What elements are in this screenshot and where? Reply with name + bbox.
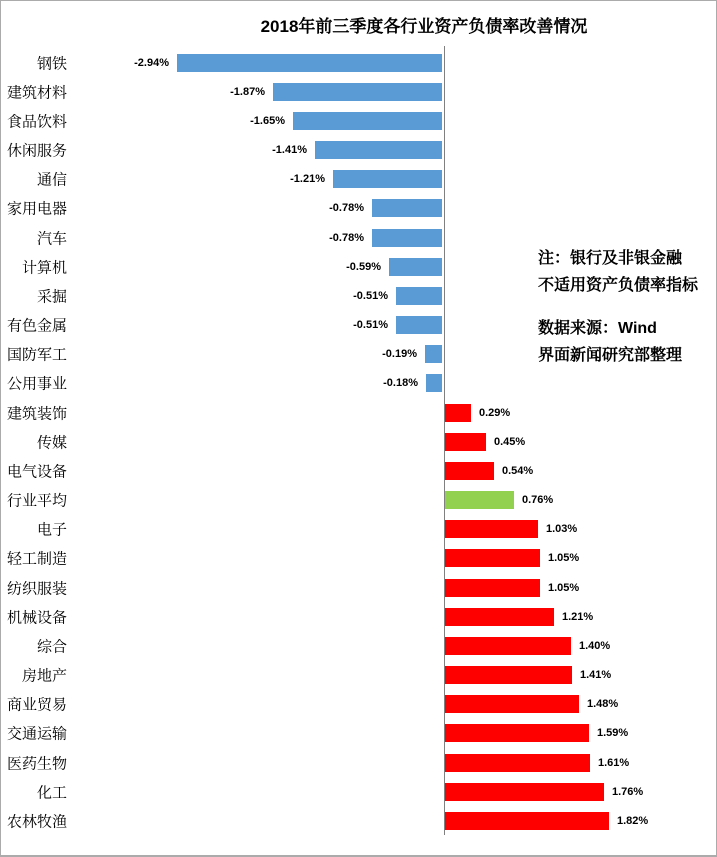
category-label: 计算机 [21, 259, 67, 277]
chart-row [1, 748, 716, 777]
value-label: -1.21% [290, 173, 325, 186]
chart-row [1, 690, 716, 719]
category-label: 休闲服务 [6, 142, 67, 160]
bar [445, 491, 514, 509]
chart-title: 2018年前三季度各行业资产负债率改善情况 [260, 17, 588, 36]
chart-row [1, 486, 716, 515]
category-label: 医药生物 [6, 755, 67, 773]
category-label: 汽车 [36, 230, 67, 248]
note-line-1: 注：银行及非银金融 [538, 250, 683, 267]
value-label: 0.76% [522, 494, 554, 507]
bar [445, 462, 494, 480]
category-label: 交通运输 [6, 725, 67, 743]
value-label: 1.61% [598, 756, 630, 769]
value-label: -0.78% [329, 231, 364, 244]
category-label: 轻工制造 [6, 550, 67, 568]
bar [273, 83, 442, 101]
category-label: 商业贸易 [6, 696, 67, 714]
bar [396, 287, 442, 305]
value-label: -0.19% [382, 348, 417, 361]
chart-row [1, 77, 716, 106]
category-label: 化工 [36, 784, 67, 802]
category-label: 建筑材料 [6, 84, 67, 102]
annotation-block [538, 245, 698, 369]
bar [389, 258, 442, 276]
value-label: -1.87% [230, 85, 265, 98]
category-label: 房地产 [21, 667, 67, 685]
bar [445, 637, 571, 655]
value-label: -0.51% [353, 289, 388, 302]
bar [445, 695, 579, 713]
chart-row [1, 515, 716, 544]
chart-row [1, 777, 716, 806]
value-label: 1.05% [548, 552, 580, 565]
category-label: 钢铁 [36, 55, 67, 73]
value-label: 1.82% [617, 814, 649, 827]
value-label: 0.29% [479, 406, 511, 419]
source-text [538, 315, 698, 369]
bar [372, 199, 442, 217]
chart-row [1, 194, 716, 223]
value-label: -0.59% [346, 260, 381, 273]
value-label: -0.51% [353, 319, 388, 332]
value-label: 1.48% [587, 698, 619, 711]
category-label: 电气设备 [6, 463, 67, 481]
value-label: 0.45% [494, 435, 526, 448]
category-label: 食品饮料 [6, 113, 67, 131]
category-label: 国防军工 [6, 346, 67, 364]
bar [445, 520, 538, 538]
value-label: -1.41% [272, 144, 307, 157]
category-label: 家用电器 [6, 200, 67, 218]
chart-row [1, 106, 716, 135]
source-line-1: 数据来源：Wind [538, 320, 657, 337]
value-label: 1.59% [597, 727, 629, 740]
note-text [538, 245, 698, 299]
chart-row [1, 602, 716, 631]
bar [445, 666, 572, 684]
category-label: 建筑装饰 [6, 405, 67, 423]
chart-row [1, 136, 716, 165]
category-label: 纺织服装 [6, 580, 67, 598]
source-line-2: 界面新闻研究部整理 [538, 347, 683, 364]
chart-row [1, 369, 716, 398]
chart-row [1, 631, 716, 660]
chart-row [1, 165, 716, 194]
category-label: 通信 [36, 171, 67, 189]
value-label: 1.41% [580, 669, 612, 682]
chart-row [1, 661, 716, 690]
chart-row [1, 806, 716, 835]
value-label: -0.78% [329, 202, 364, 215]
chart-row [1, 48, 716, 77]
bar [177, 54, 442, 72]
bar [445, 608, 554, 626]
bar [445, 433, 486, 451]
value-label: 1.76% [612, 785, 644, 798]
value-label: 1.40% [579, 639, 611, 652]
bar [445, 783, 604, 801]
value-label: 0.54% [502, 464, 534, 477]
bar [293, 112, 442, 130]
category-label: 采掘 [36, 288, 67, 306]
value-label: -0.18% [383, 377, 418, 390]
bar [333, 170, 442, 188]
note-line-2: 不适用资产负债率指标 [538, 277, 699, 294]
value-label: -2.94% [134, 56, 169, 69]
bar [445, 579, 540, 597]
bar [445, 754, 590, 772]
category-label: 有色金属 [6, 317, 67, 335]
bar [315, 141, 442, 159]
chart-row [1, 544, 716, 573]
bar [372, 229, 442, 247]
value-label: 1.03% [546, 523, 578, 536]
bar [445, 404, 471, 422]
bar [396, 316, 442, 334]
bar [425, 345, 442, 363]
category-label: 公用事业 [6, 375, 67, 393]
value-label: -1.65% [250, 114, 285, 127]
category-label: 电子 [36, 521, 67, 539]
chart-row [1, 719, 716, 748]
category-label: 机械设备 [6, 609, 67, 627]
category-label: 农林牧渔 [6, 813, 67, 831]
chart-row [1, 398, 716, 427]
bar [445, 549, 540, 567]
chart-row [1, 573, 716, 602]
value-label: 1.05% [548, 581, 580, 594]
category-label: 综合 [36, 638, 67, 656]
category-label: 行业平均 [6, 492, 67, 510]
chart-row [1, 456, 716, 485]
bar [445, 724, 589, 742]
bar [445, 812, 609, 830]
value-label: 1.21% [562, 610, 594, 623]
category-label: 传媒 [36, 434, 67, 452]
bar [426, 374, 442, 392]
chart-row [1, 427, 716, 456]
